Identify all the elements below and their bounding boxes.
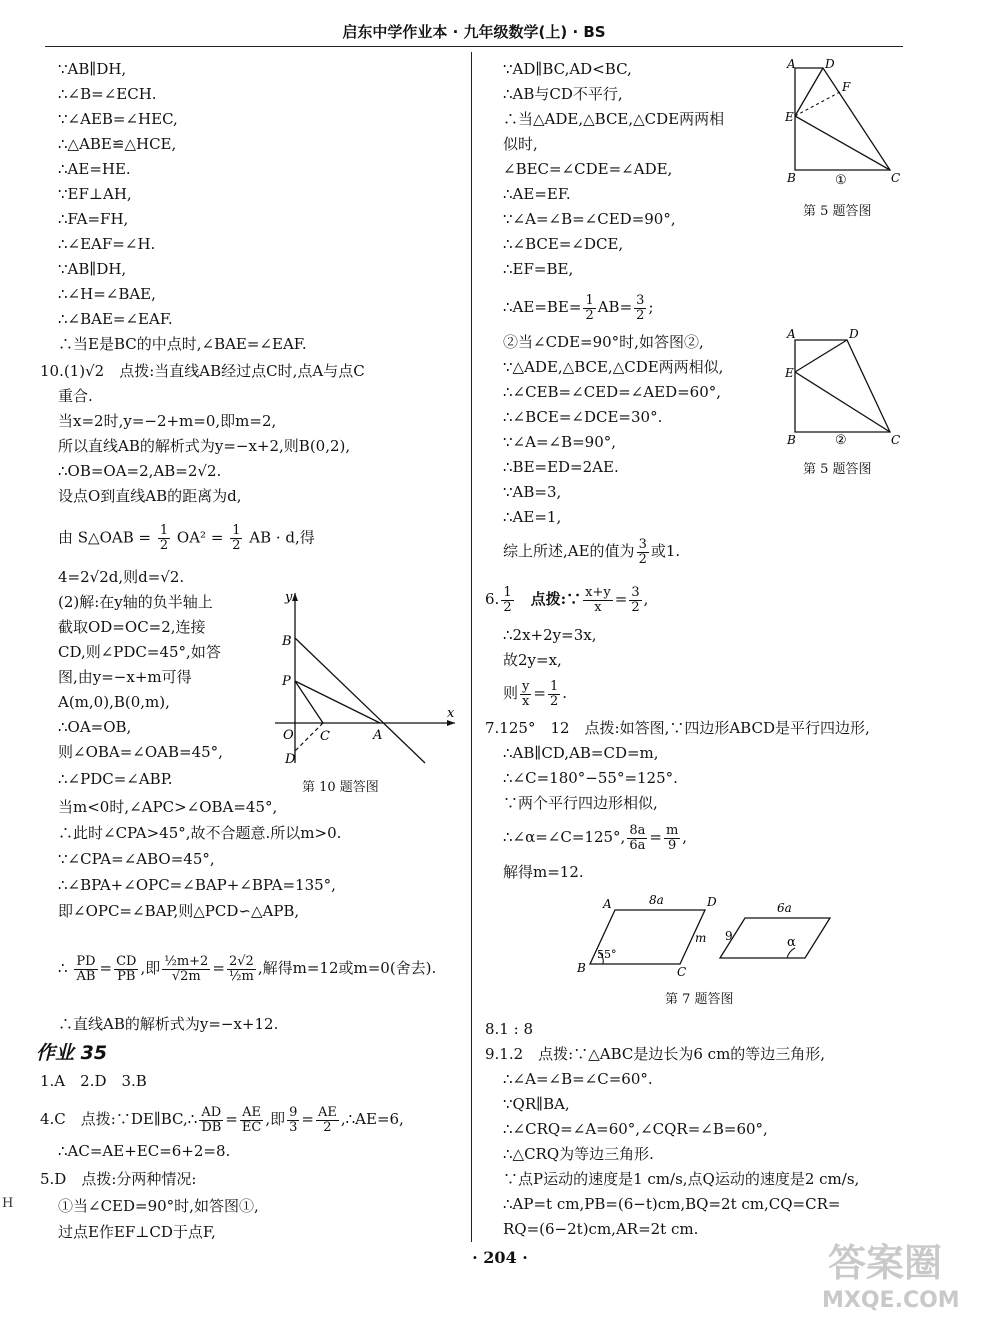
point-label-a: A — [373, 728, 383, 743]
text-line: ∴当△ADE,△BCE,△CDE两两相 — [503, 110, 725, 128]
frac-den: DB — [201, 1119, 222, 1135]
math-text: ,即 — [140, 959, 161, 977]
fraction — [158, 524, 170, 553]
fraction — [627, 824, 647, 853]
math-text: OA² = — [176, 528, 224, 547]
frac-num: 3 — [636, 292, 645, 308]
ae-formula-line: ∴AE=BE= $\frac{1}{2}$ AB= $\frac{3}{2}$ ; — [503, 292, 654, 323]
section-title: 作业 35 — [36, 1042, 108, 1064]
text-line: ∴AP=t cm,PB=(6−t)cm,BQ=2t cm,CQ=CR= — [503, 1195, 841, 1213]
point-label-a: A — [787, 327, 796, 341]
side-label-8a: 8a — [649, 893, 664, 907]
text-line: ∴FA=FH, — [58, 210, 129, 228]
figure-number: ① — [835, 173, 847, 186]
text-line: ∴AC=AE+EC=6+2=8. — [58, 1142, 231, 1160]
math-text: ∴ — [58, 959, 68, 977]
frac-num: CD — [116, 953, 137, 969]
math-text: = — [614, 590, 628, 608]
column-divider — [471, 52, 472, 1242]
frac-den: 2 — [503, 599, 512, 615]
frac-den: x — [522, 693, 530, 709]
frac-den: x — [594, 599, 602, 615]
frac-den: 6a — [629, 837, 646, 853]
frac-num: AE — [240, 1106, 263, 1121]
text-line: ∵AB=3, — [503, 483, 562, 501]
text-line: ∵AB∥DH, — [58, 260, 127, 278]
text-line: ∴∠PDC=∠ABP. — [58, 770, 173, 788]
text-line: ∵AB∥DH, — [58, 60, 127, 78]
text-line: (2)解:在y轴的负半轴上 — [58, 593, 213, 611]
text-line: ∴∠A=∠B=∠C=60°. — [503, 1070, 653, 1088]
math-text: , — [682, 828, 688, 846]
point-label-o: O — [283, 728, 294, 743]
frac-num: 1 — [585, 292, 594, 308]
fraction — [501, 586, 513, 615]
fraction — [664, 824, 680, 853]
frac-num: 1 — [232, 523, 241, 538]
text-line: ∵AD∥BC,AD<BC, — [503, 60, 632, 78]
figure-caption: 第 5 题答图 — [803, 462, 872, 477]
point-label-f: F — [842, 80, 851, 94]
frac-den: 2 — [159, 538, 169, 553]
math-text: 6. — [485, 590, 500, 608]
angle-label: 55° — [597, 948, 617, 961]
text-line: ∴∠EAF=∠H. — [58, 235, 156, 253]
area-formula-line — [58, 524, 315, 553]
math-text: 或1. — [650, 542, 681, 560]
frac-num: x+y — [585, 584, 611, 600]
frac-num: 1 — [503, 584, 512, 600]
frac-den: 9 — [667, 837, 677, 853]
fraction — [634, 294, 646, 323]
figure-caption: 第 5 题答图 — [803, 204, 872, 219]
point-label-e: E — [785, 110, 794, 124]
text-line: ∠BEC=∠CDE=∠ADE, — [503, 160, 673, 178]
text-line: ∵∠CPA=∠ABO=45°, — [58, 850, 215, 868]
axis-label-x: x — [447, 706, 455, 721]
text-line: ∴AB与CD不平行, — [503, 85, 623, 103]
text-line: 当m<0时,∠APC>∠OBA=45°, — [58, 798, 278, 816]
point-label-c: C — [320, 729, 330, 744]
watermark-url: MXQE.COM — [822, 1288, 960, 1313]
frac-num: 2√2 — [227, 955, 256, 970]
text-line: 所以直线AB的解析式为y=−x+2,则B(0,2), — [58, 437, 351, 455]
text-line: 重合. — [58, 387, 93, 405]
math-text: 由 S△OAB = — [58, 528, 152, 547]
frac-den: 3 — [289, 1119, 298, 1135]
fraction — [114, 955, 138, 984]
figure-7 — [565, 888, 845, 976]
text-line: ∴2x+2y=3x, — [503, 626, 597, 644]
text-line: ①当∠CED=90°时,如答图①, — [58, 1197, 259, 1215]
math-text: ,即 — [265, 1110, 286, 1128]
text-line: 则∠OBA=∠OAB=45°, — [58, 743, 223, 761]
point-label-b: B — [282, 634, 292, 649]
point-label-e: E — [785, 366, 794, 380]
math-text: , — [643, 590, 649, 608]
math-text: ,∴AE=6, — [340, 1110, 404, 1128]
question-6-line — [485, 584, 648, 615]
text-line: ∴EF=BE, — [503, 260, 574, 278]
fraction — [629, 586, 641, 615]
text-line: ∴AE=HE. — [58, 160, 131, 178]
question-10-line: 10.(1)√2 点拨:当直线AB经过点C时,点A与点C — [40, 362, 365, 380]
frac-num: ½m+2 — [164, 953, 209, 969]
text-line: ∴∠C=180°−55°=125°. — [503, 769, 678, 787]
math-text: 4.C 点拨:∵DE∥BC,∴ — [40, 1110, 198, 1128]
math-text: ∴∠α=∠C=125°, — [503, 828, 626, 846]
text-line: ∵∠A=∠B=∠CED=90°, — [503, 210, 676, 228]
text-line: ∴∠BCE=∠DCE=30°. — [503, 408, 663, 426]
text-line: ②当∠CDE=90°时,如答图②, — [503, 333, 704, 351]
axis-label-y: y — [285, 593, 293, 605]
frac-num: 9 — [289, 1104, 298, 1120]
text-line: ∴OA=OB, — [58, 718, 132, 736]
text-line: ∴∠BCE=∠DCE, — [503, 235, 624, 253]
frac-num: m — [665, 822, 679, 838]
q7-formula-line: ∴∠α=∠C=125°, $\frac{8a}{6a}$ = $\frac{m}{9}$ , — [503, 822, 688, 853]
fraction — [227, 955, 256, 984]
math-text: 综上所述,AE的值为 — [503, 542, 635, 560]
point-label-p: P — [282, 674, 291, 689]
text-line: ∴△ABE≌△HCE, — [58, 135, 177, 153]
ratio-yx-line — [503, 678, 567, 709]
math-text: . — [562, 684, 568, 702]
fraction — [583, 586, 613, 615]
text-line: ∴BE=ED=2AE. — [503, 458, 619, 476]
text-line: ∵∠A=∠B=90°, — [503, 433, 617, 451]
text-line: ∵∠AEB=∠HEC, — [58, 110, 178, 128]
question-9-line: 9.1.2 点拨:∵△ABC是边长为6 cm的等边三角形, — [485, 1045, 826, 1063]
text-line: 过点E作EF⊥CD于点F, — [58, 1223, 216, 1241]
frac-den: 2 — [636, 307, 645, 323]
page-number: · 204 · — [472, 1248, 528, 1267]
text-line: ∴AE=EF. — [503, 185, 571, 203]
text-line: ∴当E是BC的中点时,∠BAE=∠EAF. — [58, 335, 307, 353]
frac-num: 1 — [159, 523, 169, 538]
frac-num: 8a — [629, 822, 646, 838]
frac-den: PB — [117, 968, 136, 984]
point-label-d: D — [285, 752, 296, 767]
text-line: ∵两个平行四边形相似, — [503, 794, 658, 812]
text-line: A(m,0),B(0,m), — [58, 693, 170, 711]
point-label-c: C — [891, 433, 901, 446]
text-line: 5.D 点拨:分两种情况: — [40, 1170, 197, 1188]
figure-caption: 第 7 题答图 — [665, 992, 734, 1007]
text-line: 解得m=12. — [503, 863, 584, 881]
text-line: ∵点P运动的速度是1 cm/s,点Q运动的速度是2 cm/s, — [503, 1170, 860, 1188]
fraction — [74, 955, 97, 984]
figure-5-2 — [785, 326, 905, 446]
fraction — [240, 1106, 263, 1135]
question-7-line: 7.125° 12 点拨:如答图,∵四边形ABCD是平行四边形, — [485, 719, 870, 737]
frac-den: 2 — [585, 307, 594, 323]
frac-num: AE — [317, 1104, 337, 1120]
text-line: ∴直线AB的解析式为y=−x+12. — [58, 1015, 279, 1033]
figure-caption: 第 10 题答图 — [302, 780, 379, 795]
text-line: ∴AB∥CD,AB=CD=m, — [503, 744, 659, 762]
point-label-b: B — [577, 961, 586, 975]
frac-num: AD — [199, 1106, 223, 1121]
figure-10 — [265, 593, 460, 773]
math-text: AB= — [597, 298, 633, 316]
frac-num: 1 — [549, 678, 559, 694]
question-4-line: 4.C 点拨:∵DE∥BC,∴ $\frac{AD}{DB}$ = $\frac{AE}{EC}$ ,即 $\frac{9}{3}$ = $\frac{AE}{2}$ ,∴AE=6, — [40, 1104, 404, 1135]
text-line: CD,则∠PDC=45°,如答 — [58, 643, 221, 661]
figure-number: ② — [835, 433, 847, 446]
text-line: ∴∠CEB=∠CED=∠AED=60°, — [503, 383, 722, 401]
hint-label: 点拨:∵ — [530, 590, 582, 608]
fraction — [199, 1106, 223, 1135]
text-line: 即∠OPC=∠BAP,则△PCD∽△APB, — [58, 902, 300, 920]
summary-line — [503, 536, 680, 567]
frac-den: 2 — [323, 1119, 332, 1135]
fraction — [316, 1106, 339, 1135]
text-line: 似时, — [503, 135, 538, 153]
side-label-m: m — [695, 931, 707, 945]
point-label-d: D — [849, 327, 859, 341]
text-line: ∴∠H=∠BAE, — [58, 285, 156, 303]
text-line: ∵△ADE,△BCE,△CDE两两相似, — [503, 358, 724, 376]
edge-mark: H — [2, 1196, 14, 1211]
frac-den: √2m — [171, 968, 201, 984]
watermark-logo: 答案圈 — [828, 1241, 943, 1285]
fraction — [637, 538, 649, 567]
text-line: ∴△CRQ为等边三角形. — [503, 1145, 654, 1163]
text-line: 设点O到直线AB的距离为d, — [58, 487, 242, 505]
frac-num: 3 — [638, 536, 647, 552]
point-label-a: A — [603, 897, 612, 911]
text-line: ∴此时∠CPA>45°,故不合题意.所以m>0. — [58, 824, 342, 842]
text-line: 8.1 : 8 — [485, 1020, 533, 1038]
frac-den: 2 — [631, 599, 640, 615]
frac-den: 2 — [638, 551, 647, 567]
fraction — [583, 294, 595, 323]
text-line: ∴∠BAE=∠EAF. — [58, 310, 173, 328]
frac-den: 2 — [232, 538, 241, 553]
angle-label-alpha: α — [787, 935, 796, 950]
frac-num: y — [522, 678, 530, 694]
side-label-9: 9 — [725, 929, 733, 943]
page-header: 启东中学作业本 · 九年级数学(上) · BS — [45, 18, 903, 47]
point-label-c: C — [891, 171, 901, 185]
math-text: 则 — [503, 684, 519, 702]
point-label-a: A — [787, 58, 796, 71]
point-label-d: D — [707, 895, 717, 909]
text-line: ∴∠B=∠ECH. — [58, 85, 157, 103]
figure-5-1 — [785, 58, 905, 186]
frac-den: EC — [241, 1119, 262, 1135]
point-label-c: C — [677, 965, 687, 976]
fraction — [287, 1106, 299, 1135]
text-line: 4=2√2d,则d=√2. — [58, 568, 185, 586]
text-line: ∴∠CRQ=∠A=60°,∠CQR=∠B=60°, — [503, 1120, 768, 1138]
point-label-d: D — [825, 58, 835, 71]
fraction — [548, 680, 560, 709]
frac-den: ½m — [228, 968, 254, 984]
text-line: RQ=(6−2t)cm,AR=2t cm. — [503, 1220, 699, 1238]
text-line: ∵EF⊥AH, — [58, 185, 132, 203]
fraction — [520, 680, 531, 709]
math-text: AB · d,得 — [249, 528, 315, 547]
math-text: ∴AE=BE= — [503, 298, 582, 316]
text-line: 截取OD=OC=2,连接 — [58, 618, 206, 636]
text-line: ∴OB=OA=2,AB=2√2. — [58, 462, 222, 480]
text-line: 1.A 2.D 3.B — [40, 1072, 147, 1090]
text-line: 故2y=x, — [503, 651, 562, 669]
side-label-6a: 6a — [777, 901, 792, 915]
frac-den: AB — [76, 968, 96, 984]
text-line: ∴∠BPA+∠OPC=∠BAP+∠BPA=135°, — [58, 876, 336, 894]
point-label-b: B — [787, 433, 796, 446]
fraction — [230, 524, 242, 553]
point-label-b: B — [787, 171, 796, 185]
text-line: 当x=2时,y=−2+m=0,即m=2, — [58, 412, 277, 430]
frac-den: 2 — [549, 693, 559, 709]
text-line: 图,由y=−x+m可得 — [58, 668, 192, 686]
fraction — [162, 955, 210, 984]
frac-num: 3 — [631, 584, 640, 600]
math-text: = — [533, 684, 546, 702]
math-text: ,解得m=12或m=0(舍去). — [257, 959, 437, 977]
ratio-formula-line: ∴ $\frac{PD}{AB}$ = $\frac{CD}{PB}$ ,即 $\frac{\text{½m+2}}{√2m}$ = $\frac{2√2}{\text{½m}}$ ,解得m=12或m=0(舍去). — [58, 953, 437, 984]
frac-num: PD — [76, 953, 96, 969]
text-line: ∴AE=1, — [503, 508, 562, 526]
text-line: ∵QR∥BA, — [503, 1095, 570, 1113]
